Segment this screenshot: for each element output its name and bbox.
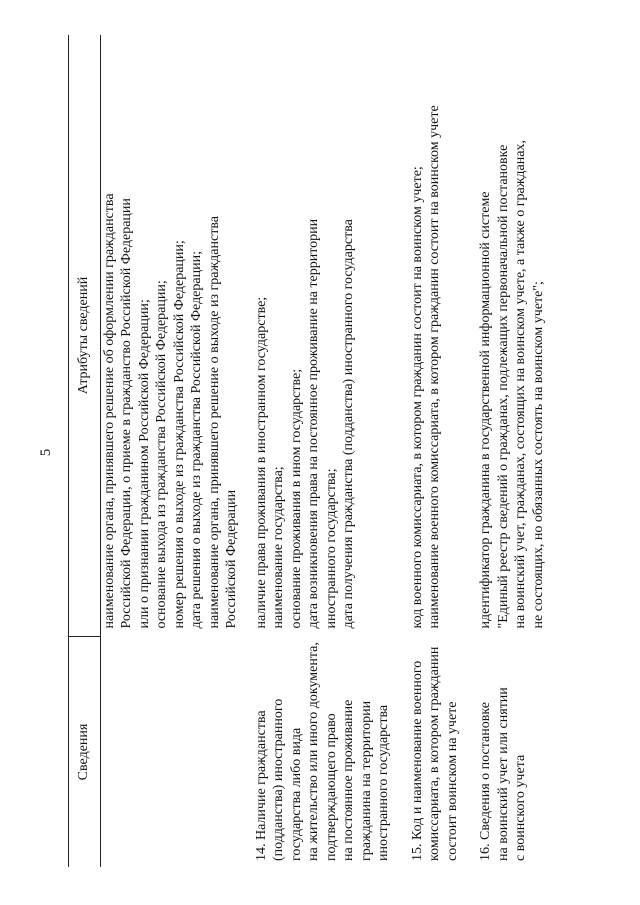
row-info-cell: [241, 637, 393, 868]
row-attributes-cell: [100, 35, 241, 637]
cell-text-line: основание выхода из гражданства Российской Федерации;: [154, 280, 169, 629]
cell-text-line: подтверждающего право: [323, 713, 339, 861]
cell-text-line: не состоящих, но обязанных состоять на воинском учете";: [530, 281, 546, 629]
cell-text-line: наименование органа, принявшего решение об оформлении гражданства: [101, 193, 117, 629]
row-attributes-cell: [393, 35, 462, 637]
cell-text-line: (подданства) иностранного: [271, 698, 286, 861]
cell-text-line: код военного комиссариата, в котором гражданин состоит на воинском учете;: [409, 166, 425, 629]
header-attributes: Атрибуты сведений: [69, 35, 101, 637]
cell-text-line: идентификатор гражданина в государственной информационной системе: [478, 191, 493, 629]
cell-text-line: дата решения о выходе из гражданства Российской Федерации;: [189, 251, 204, 629]
table-row: [241, 35, 393, 867]
cell-text-line: основание проживания в ином государстве;: [288, 368, 304, 629]
cell-text-line: на воинский учет, гражданах, состоящих на воинском учете, а также о гражданах,: [513, 140, 528, 629]
cell-text-line: 16. Сведения о постановке: [478, 702, 493, 861]
cell-text-line: на жительство или иного документа,: [306, 642, 321, 861]
cell-text-line: на постоянное проживание: [341, 699, 356, 861]
cell-text-line: на воинский учет или снятии: [495, 687, 511, 861]
table-header-row: [69, 35, 101, 867]
cell-text-line: состоит воинском на учете: [444, 701, 460, 861]
cell-text-line: наименование военного комиссариата, в котором гражданин состоит на воинском учете: [427, 105, 442, 629]
cell-text-line: наименование государства;: [271, 466, 286, 629]
cell-text-line: или о признании гражданином Российской Федерации;: [136, 299, 152, 629]
cell-text-line: 14. Наличие гражданства: [253, 710, 269, 861]
row-attributes-cell: [461, 35, 547, 637]
data-table: [68, 35, 547, 867]
table-row: [100, 35, 241, 867]
row-attributes-cell: [241, 35, 393, 637]
row-info-cell: [100, 637, 241, 868]
table-body: [100, 35, 547, 867]
cell-text-line: дата получения гражданства (подданства) иностранного государства: [341, 219, 356, 629]
table-row: [461, 35, 547, 867]
cell-text-line: иностранного государства: [376, 704, 391, 861]
page-number: 5: [38, 448, 54, 457]
cell-text-line: комиссариата, в котором гражданин: [427, 646, 442, 861]
cell-text-line: 15. Код и наименование военного: [409, 660, 425, 861]
cell-text-line: наличие права проживания в иностранном государстве;: [253, 296, 269, 629]
cell-text-line: дата возникновения права на постоянное проживание на территории: [306, 218, 321, 629]
cell-text-line: гражданина на территории: [358, 700, 374, 861]
cell-text-line: "Единый реестр сведений о гражданах, подлежащих первоначальной постановке: [495, 144, 511, 629]
table-row: [393, 35, 462, 867]
cell-text-line: номер решения о выходе из гражданства Российской Федерации;: [171, 240, 187, 629]
cell-text-line: наименование органа, принявшего решение о выходе из гражданства: [206, 216, 222, 629]
cell-text-line: Российской Федерации: [224, 489, 239, 629]
row-info-cell: [461, 637, 547, 868]
cell-text-line: Российской Федерации, о приеме в гражданство Российской Федерации: [119, 198, 134, 629]
row-info-cell: [393, 637, 462, 868]
cell-text-line: государства либо вида: [288, 727, 304, 861]
header-info: Сведения: [69, 637, 101, 868]
cell-text-line: с воинского учета: [513, 754, 528, 861]
cell-text-line: иностранного государства;: [323, 468, 339, 629]
